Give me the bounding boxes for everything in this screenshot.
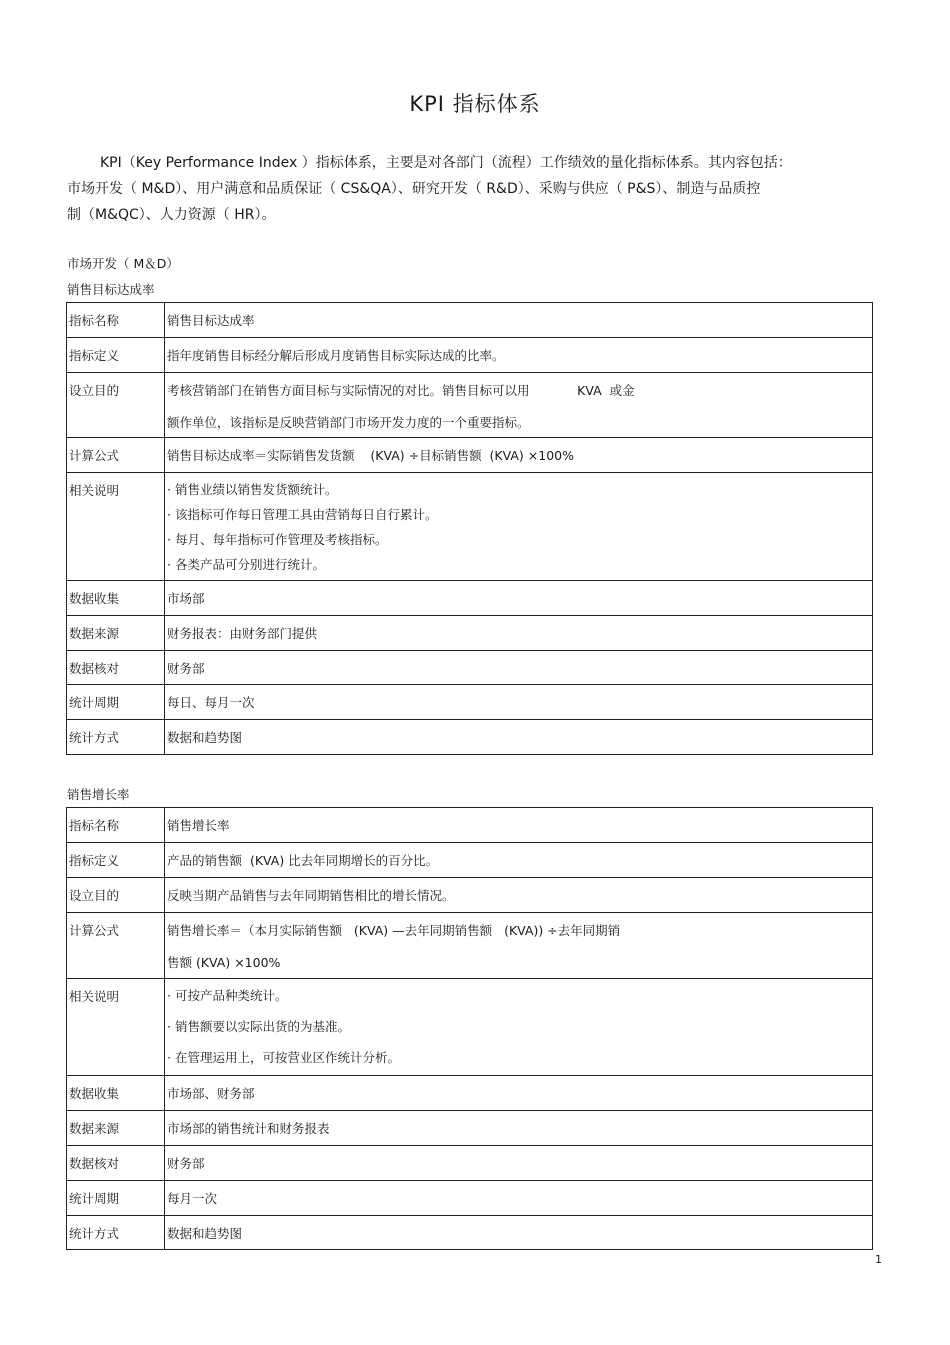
row-value: 市场部、财务部: [165, 1076, 873, 1111]
row-label: 数据核对: [67, 1146, 165, 1181]
row-label: 数据收集: [67, 581, 165, 616]
row-label: 相关说明: [67, 473, 165, 581]
row-value: [165, 913, 873, 979]
table-row: [67, 720, 873, 755]
table-row: [67, 808, 873, 843]
row-value: 销售目标达成率＝实际销售发货额 (KVA) ÷目标销售额 (KVA) ×100%: [165, 438, 873, 473]
row-value: 反映当期产品销售与去年同期销售相比的增长情况。: [165, 878, 873, 913]
row-label: 统计周期: [67, 685, 165, 720]
row-label: 数据来源: [67, 616, 165, 651]
row-value-line: 售额 (KVA) ×100%: [167, 955, 281, 970]
table-row: [67, 685, 873, 720]
list-item: · 销售业绩以销售发货额统计。: [167, 477, 870, 502]
list-item: · 每月、每年指标可作管理及考核指标。: [167, 527, 870, 552]
table-row: [67, 473, 873, 581]
row-value: 销售目标达成率: [165, 303, 873, 338]
kpi2-heading: 销售增长率: [67, 787, 130, 802]
table-row: [67, 1146, 873, 1181]
list-item: · 在管理运用上，可按营业区作统计分析。: [167, 1042, 870, 1073]
table-row: [67, 1111, 873, 1146]
row-value: 财务部: [165, 651, 873, 685]
row-value: [165, 979, 873, 1076]
table-row: [67, 338, 873, 373]
table-row: [67, 616, 873, 651]
table-row: [67, 913, 873, 979]
row-value: 数据和趋势图: [165, 720, 873, 755]
table-row: [67, 878, 873, 913]
row-label: 统计周期: [67, 1181, 165, 1216]
row-value: [165, 473, 873, 581]
row-value: 市场部: [165, 581, 873, 616]
table-row: [67, 1216, 873, 1250]
table-row: [67, 651, 873, 685]
row-value: 销售增长率: [165, 808, 873, 843]
intro-line-2: 市场开发（ M&D）、用户满意和品质保证（ CS&QA）、研究开发（ R&D）、采购与供应（ P&S）、制造与品质控: [67, 181, 761, 197]
table-row: [67, 1181, 873, 1216]
table-row: [67, 303, 873, 338]
notes-list: [167, 980, 870, 1073]
row-label: 统计方式: [67, 720, 165, 755]
row-value: 每月一次: [165, 1181, 873, 1216]
row-value: 财务报表：由财务部门提供: [165, 616, 873, 651]
table-row: [67, 581, 873, 616]
kpi1-table: [66, 302, 873, 755]
row-label: 统计方式: [67, 1216, 165, 1250]
row-label: 相关说明: [67, 979, 165, 1076]
row-label: 指标名称: [67, 808, 165, 843]
list-item: · 销售额要以实际出货的为基准。: [167, 1011, 870, 1042]
table-row: [67, 843, 873, 878]
row-label: 设立目的: [67, 373, 165, 438]
row-value: [165, 373, 873, 438]
list-item: · 可按产品种类统计。: [167, 980, 870, 1011]
row-value-line: 额作单位，该指标是反映营销部门市场开发力度的一个重要指标。: [167, 415, 530, 430]
row-value-line: 考核营销部门在销售方面目标与实际情况的对比。销售目标可以用 KVA 或金: [167, 383, 635, 398]
row-label: 计算公式: [67, 438, 165, 473]
list-item: · 各类产品可分别进行统计。: [167, 552, 870, 577]
row-label: 设立目的: [67, 878, 165, 913]
row-label: 数据收集: [67, 1076, 165, 1111]
table-row: [67, 438, 873, 473]
kpi2-table: [66, 807, 873, 1250]
list-item: · 该指标可作每日管理工具由营销每日自行累计。: [167, 502, 870, 527]
row-label: 指标名称: [67, 303, 165, 338]
kpi1-heading: 销售目标达成率: [67, 282, 155, 297]
table-row: [67, 373, 873, 438]
table-row: [67, 979, 873, 1076]
row-label: 指标定义: [67, 338, 165, 373]
intro-paragraph: [67, 150, 877, 228]
row-value-line: 销售增长率＝（本月实际销售额 (KVA) —去年同期销售额 (KVA)) ÷去年同期销: [167, 923, 621, 938]
page-number: 1: [875, 1253, 882, 1266]
row-label: 计算公式: [67, 913, 165, 979]
section-title: 市场开发（ M＆D）: [67, 256, 179, 271]
row-value: 财务部: [165, 1146, 873, 1181]
row-label: 数据核对: [67, 651, 165, 685]
row-value: 市场部的销售统计和财务报表: [165, 1111, 873, 1146]
notes-list: [167, 477, 870, 577]
page-title: KPI 指标体系: [409, 92, 541, 116]
table-row: [67, 1076, 873, 1111]
row-value: 数据和趋势图: [165, 1216, 873, 1250]
row-value: 每日、每月一次: [165, 685, 873, 720]
intro-line-3: 制（M&QC）、人力资源（ HR）。: [67, 207, 276, 223]
row-label: 指标定义: [67, 843, 165, 878]
row-value: 指年度销售目标经分解后形成月度销售目标实际达成的比率。: [165, 338, 873, 373]
row-label: 数据来源: [67, 1111, 165, 1146]
row-value: 产品的销售额 (KVA) 比去年同期增长的百分比。: [165, 843, 873, 878]
intro-line-1: KPI（Key Performance Index ）指标体系，主要是对各部门（流程）工作绩效的量化指标体系。其内容包括：: [100, 155, 792, 171]
